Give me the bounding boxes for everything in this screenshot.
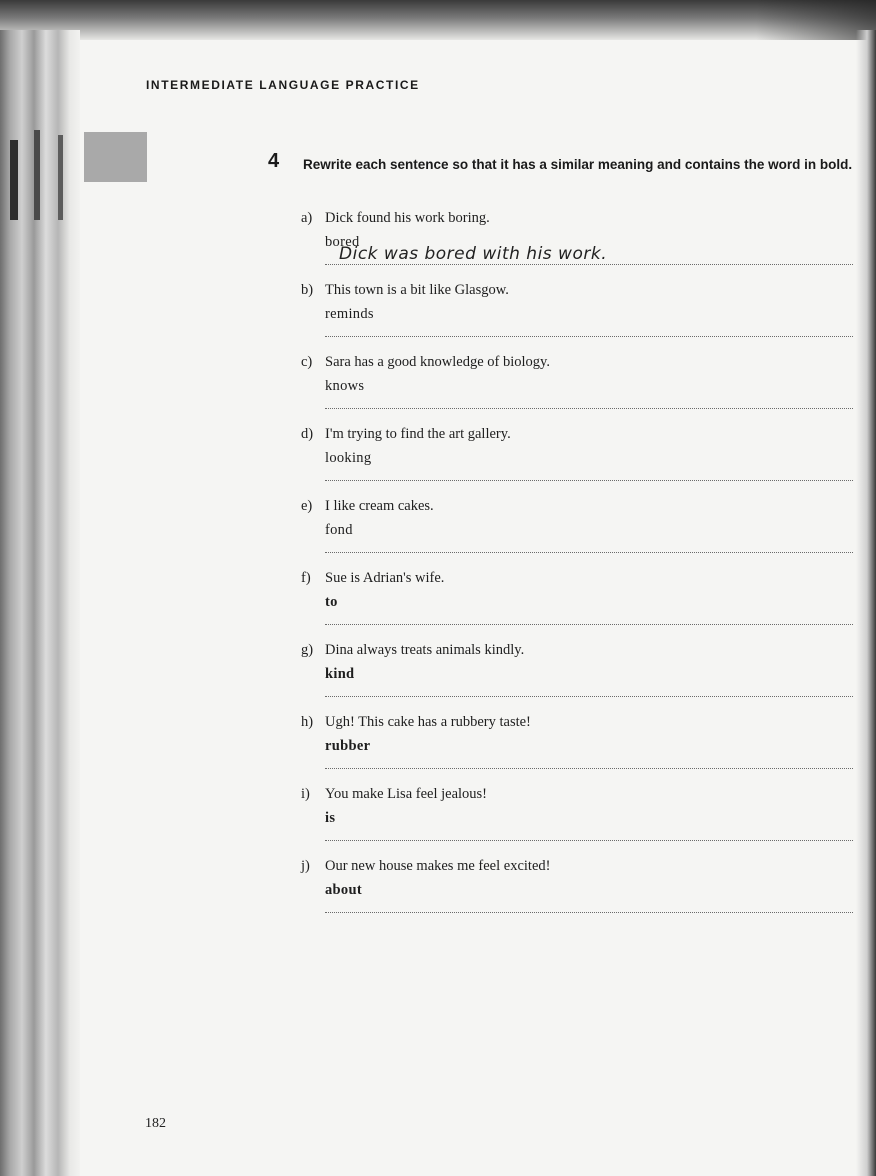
item-keyword: knows bbox=[325, 378, 365, 394]
answer-line[interactable] bbox=[325, 552, 853, 553]
exercise-item-j bbox=[301, 858, 853, 930]
book-binding bbox=[0, 30, 80, 1176]
item-keyword: looking bbox=[325, 450, 372, 466]
exercise-item-e bbox=[301, 498, 853, 570]
instruction-bold-word: bold bbox=[819, 157, 849, 172]
item-keyword: is bbox=[325, 810, 336, 826]
answer-line[interactable] bbox=[325, 408, 853, 409]
item-sentence: Dina always treats animals kindly. bbox=[325, 642, 525, 658]
section-marker bbox=[84, 132, 147, 182]
item-letter: d) bbox=[301, 426, 314, 442]
item-sentence: Our new house makes me feel excited! bbox=[325, 858, 551, 874]
item-sentence: Sara has a good knowledge of biology. bbox=[325, 354, 550, 370]
exercise-instruction bbox=[303, 154, 853, 176]
answer-line[interactable] bbox=[325, 624, 853, 625]
binding-stripe bbox=[10, 140, 18, 220]
answer-line[interactable] bbox=[325, 480, 853, 481]
item-sentence: Dick found his work boring. bbox=[325, 210, 490, 226]
item-sentence: This town is a bit like Glasgow. bbox=[325, 282, 509, 298]
item-letter: i) bbox=[301, 786, 310, 802]
item-sentence: I'm trying to find the art gallery. bbox=[325, 426, 511, 442]
instruction-end: . bbox=[848, 157, 853, 172]
exercise-item-a bbox=[301, 210, 853, 282]
answer-line[interactable] bbox=[325, 912, 853, 913]
item-letter: e) bbox=[301, 498, 313, 514]
item-letter: c) bbox=[301, 354, 313, 370]
item-sentence: I like cream cakes. bbox=[325, 498, 434, 514]
item-sentence: Sue is Adrian's wife. bbox=[325, 570, 445, 586]
running-header: INTERMEDIATE LANGUAGE PRACTICE bbox=[146, 78, 420, 92]
answer-line[interactable] bbox=[325, 840, 853, 841]
answer-line[interactable] bbox=[325, 768, 853, 769]
exercise-item-d bbox=[301, 426, 853, 498]
item-letter: j) bbox=[301, 858, 310, 874]
item-keyword: kind bbox=[325, 666, 355, 682]
exercise-item-c bbox=[301, 354, 853, 426]
item-keyword: to bbox=[325, 594, 338, 610]
page-number: 182 bbox=[145, 1116, 166, 1131]
item-keyword: fond bbox=[325, 522, 353, 538]
right-page-edge bbox=[856, 30, 876, 1176]
exercise-item-i bbox=[301, 786, 853, 858]
binding-stripe bbox=[58, 135, 63, 220]
item-sentence: You make Lisa feel jealous! bbox=[325, 786, 488, 802]
instruction-text: Rewrite each sentence so that it has a similar meaning and contains the word in bbox=[303, 157, 820, 172]
exercise-item-h bbox=[301, 714, 853, 786]
item-keyword: rubber bbox=[325, 738, 371, 754]
exercise-item-b bbox=[301, 282, 853, 354]
handwritten-answer: Dick was bored with his work. bbox=[339, 244, 608, 264]
top-shadow bbox=[0, 0, 876, 40]
binding-stripe bbox=[34, 130, 40, 220]
item-letter: b) bbox=[301, 282, 314, 298]
item-letter: g) bbox=[301, 642, 314, 658]
item-letter: h) bbox=[301, 714, 314, 730]
answer-line[interactable] bbox=[325, 696, 853, 697]
exercise-item-g bbox=[301, 642, 853, 714]
exercise-number: 4 bbox=[268, 150, 280, 172]
item-sentence: Ugh! This cake has a rubbery taste! bbox=[325, 714, 531, 730]
answer-line[interactable] bbox=[325, 336, 853, 337]
item-letter: a) bbox=[301, 210, 313, 226]
item-keyword: about bbox=[325, 882, 362, 898]
item-keyword: reminds bbox=[325, 306, 374, 322]
exercise-item-f bbox=[301, 570, 853, 642]
item-keyword: bored bbox=[325, 234, 360, 250]
item-letter: f) bbox=[301, 570, 311, 586]
answer-line[interactable] bbox=[325, 264, 853, 265]
